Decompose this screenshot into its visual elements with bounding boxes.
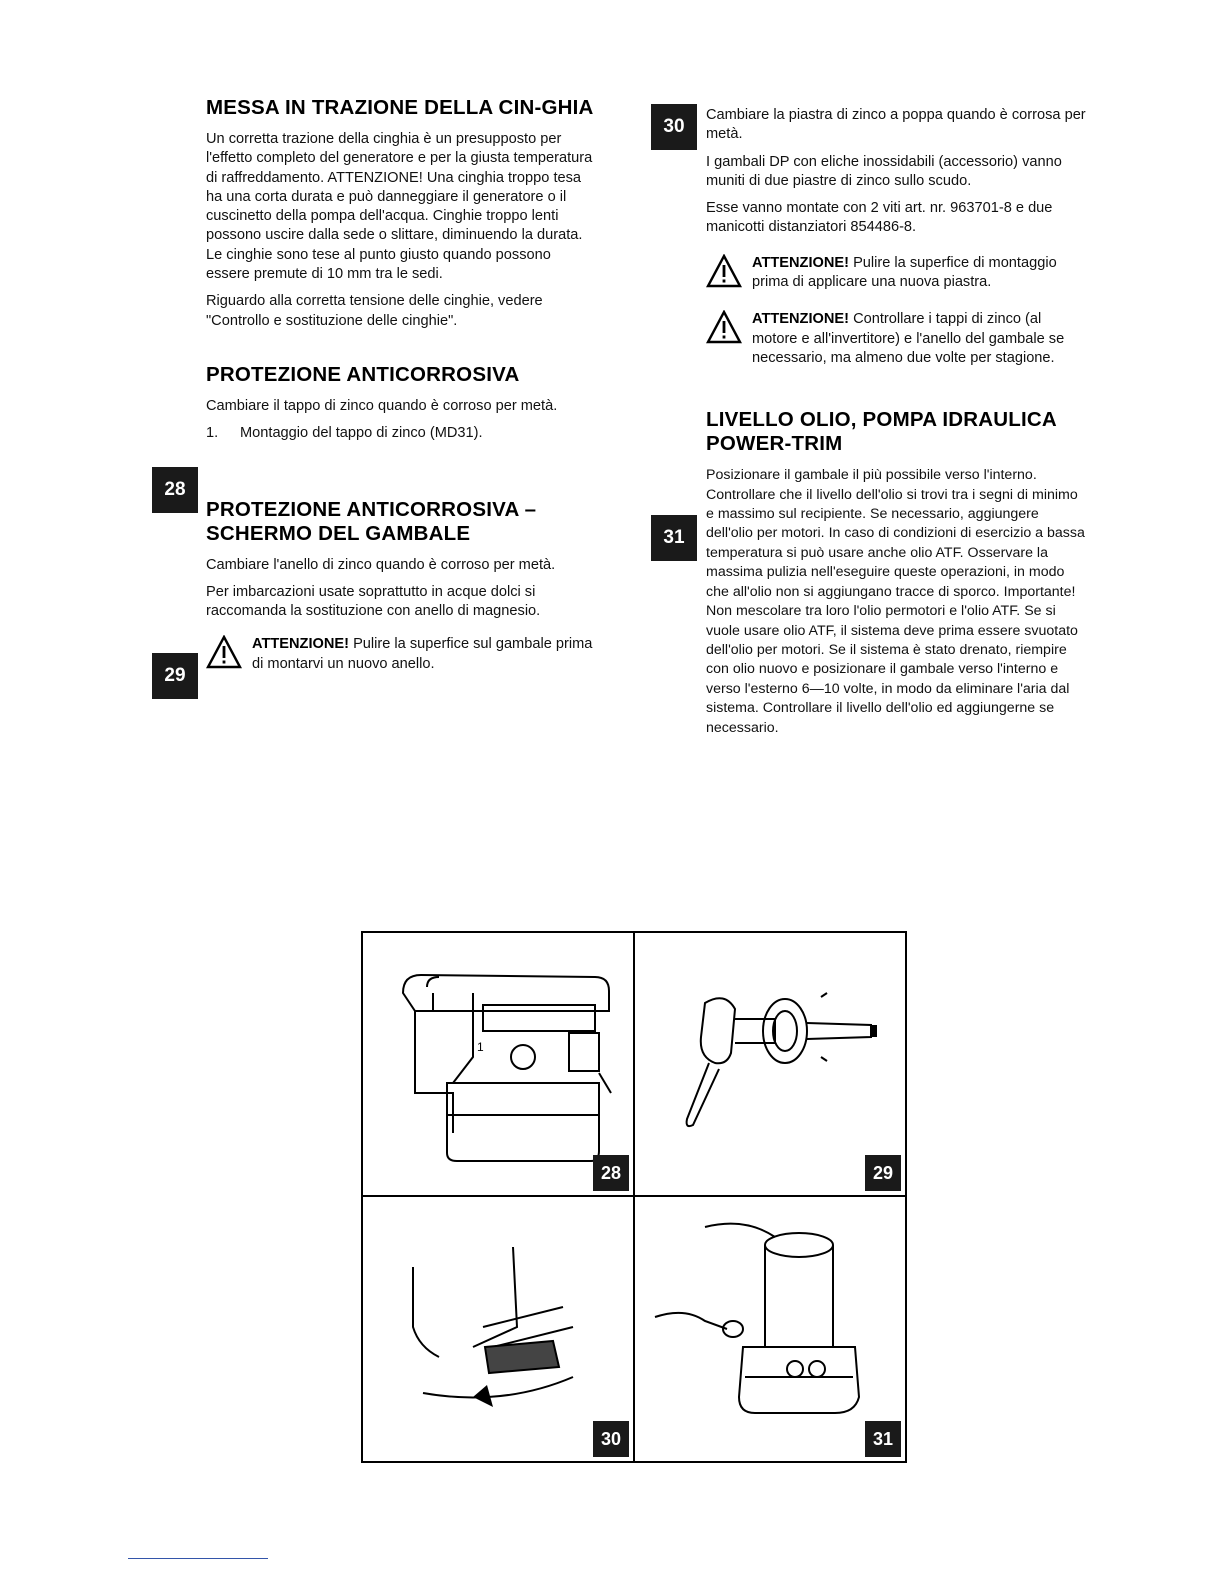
warning-note xyxy=(706,310,1086,368)
list-item xyxy=(206,424,594,443)
warning-text: Pulire la superfice di montaggio prima di applicare una nuova piastra. xyxy=(752,254,1057,291)
callout-1: 1 xyxy=(477,1040,484,1054)
warning-label: ATTENZIONE! xyxy=(752,254,850,271)
corrosion-paragraph: Cambiare il tappo di zinco quando è corroso per metà. xyxy=(206,397,558,414)
warning-note xyxy=(206,635,594,674)
list-item-number: 1. xyxy=(206,425,219,442)
figure-label-29: 29 xyxy=(865,1155,901,1191)
section-title-oil-level: LIVELLO OLIO, POMPA IDRAULICA POWER-TRIM xyxy=(706,408,1057,456)
warning-triangle-icon xyxy=(206,635,242,669)
list-item-text: Montaggio del tappo di zinco (MD31). xyxy=(240,425,483,442)
shield-paragraph-2: Per imbarcazioni usate soprattutto in acque dolci si raccomanda la sostituzione con anello di magnesio. xyxy=(206,583,541,620)
zinc-ring-illustration xyxy=(635,933,903,1195)
footer-rule xyxy=(128,1558,268,1559)
belt-tension-reference: Riguardo alla corretta tensione delle cinghie, vedere "Controllo e sostituzione delle cinghie". xyxy=(206,293,543,329)
warning-text: Pulire la superfice sul gambale prima di montarvi un nuovo anello. xyxy=(252,636,593,672)
shield-paragraph-1: Cambiare l'anello di zinco quando è corroso per metà. xyxy=(206,556,556,573)
dp-legs-paragraph: I gambali DP con eliche inossidabili (accessorio) vanno muniti di due piastre di zinco sullo scudo. xyxy=(706,153,1062,189)
warning-label: ATTENZIONE! xyxy=(752,311,850,328)
zinc-plate-illustration xyxy=(363,1197,633,1459)
section-marker-29: 29 xyxy=(152,653,198,699)
warning-note xyxy=(706,254,1086,293)
section-title-belt-tension: MESSA IN TRAZIONE DELLA CIN-GHIA xyxy=(206,96,594,119)
right-column xyxy=(706,106,1086,746)
section-title-corrosion: PROTEZIONE ANTICORROSIVA xyxy=(206,362,520,386)
figure-29 xyxy=(635,933,905,1197)
warning-text: Controllare i tappi di zinco (al motore e all'invertitore) e l'anello del gambale se necessario, ma almeno due volte per stagione. xyxy=(752,311,1065,366)
section-title-shield: PROTEZIONE ANTICORROSIVA – SCHERMO DEL GAMBALE xyxy=(206,497,537,545)
figure-28 xyxy=(363,933,635,1197)
warning-label: ATTENZIONE! xyxy=(252,636,350,653)
warning-triangle-icon xyxy=(706,310,742,344)
figure-grid xyxy=(361,931,907,1463)
figure-label-28: 28 xyxy=(593,1155,629,1191)
section-marker-28: 28 xyxy=(152,467,198,513)
figure-30 xyxy=(363,1197,635,1461)
figure-label-30: 30 xyxy=(593,1421,629,1457)
section-marker-31: 31 xyxy=(651,515,697,561)
zinc-plate-paragraph: Cambiare la piastra di zinco a poppa quando è corrosa per metà. xyxy=(706,107,1086,143)
left-column xyxy=(206,96,594,684)
belt-tension-paragraph: Un corretta trazione della cinghia è un presupposto per l'effetto completo del generatore e per la giusta temperatura di raffreddamento. ATTENZIONE! Una cinghia troppo tesa ha una corta durata e può danneggiare il generatore o il cuscinetto della pompa dell'acqua. Cinghie troppo lenti possono uscire dalla sede o slittare, diminuendo la durata. Le cinghie sono tese al punto giusto quando possono essere premute di 10 mm tra le sedi. xyxy=(206,131,593,283)
figure-label-31: 31 xyxy=(865,1421,901,1457)
warning-triangle-icon xyxy=(706,254,742,288)
section-marker-30: 30 xyxy=(651,104,697,150)
oil-level-paragraph: Posizionare il gambale il più possibile verso l'interno. Controllare che il livello dell'olio si trovi tra i segni di minimo e massimo sul recipiente. Se necessario, aggiungere dell'olio per motori. In caso di condizioni di esercizio a bassa temperatura si può usare anche olio ATF. Osservare la massima pulizia nell'eseguire queste operazioni, in modo che all'olio non si aggiungano tracce di sporco. Importante! Non mescolare tra loro l'olio permotori e l'olio ATF. Se si vuole usare olio ATF, il sistema deve prima essere svuotato dell'olio per motori. Se il sistema è stato drenato, riempire con olio nuovo e posizionare il gambale verso l'interno e verso l'esterno 6—10 volte, in modo da eliminare l'aria dal sistema. Controllare il livello dell'olio ed aggiungerne se necessario. xyxy=(706,467,1085,736)
figure-31 xyxy=(635,1197,905,1461)
mounting-paragraph: Esse vanno montate con 2 viti art. nr. 963701-8 e due manicotti distanziatori 854486-8. xyxy=(706,200,1053,236)
power-trim-pump-illustration xyxy=(635,1197,903,1459)
